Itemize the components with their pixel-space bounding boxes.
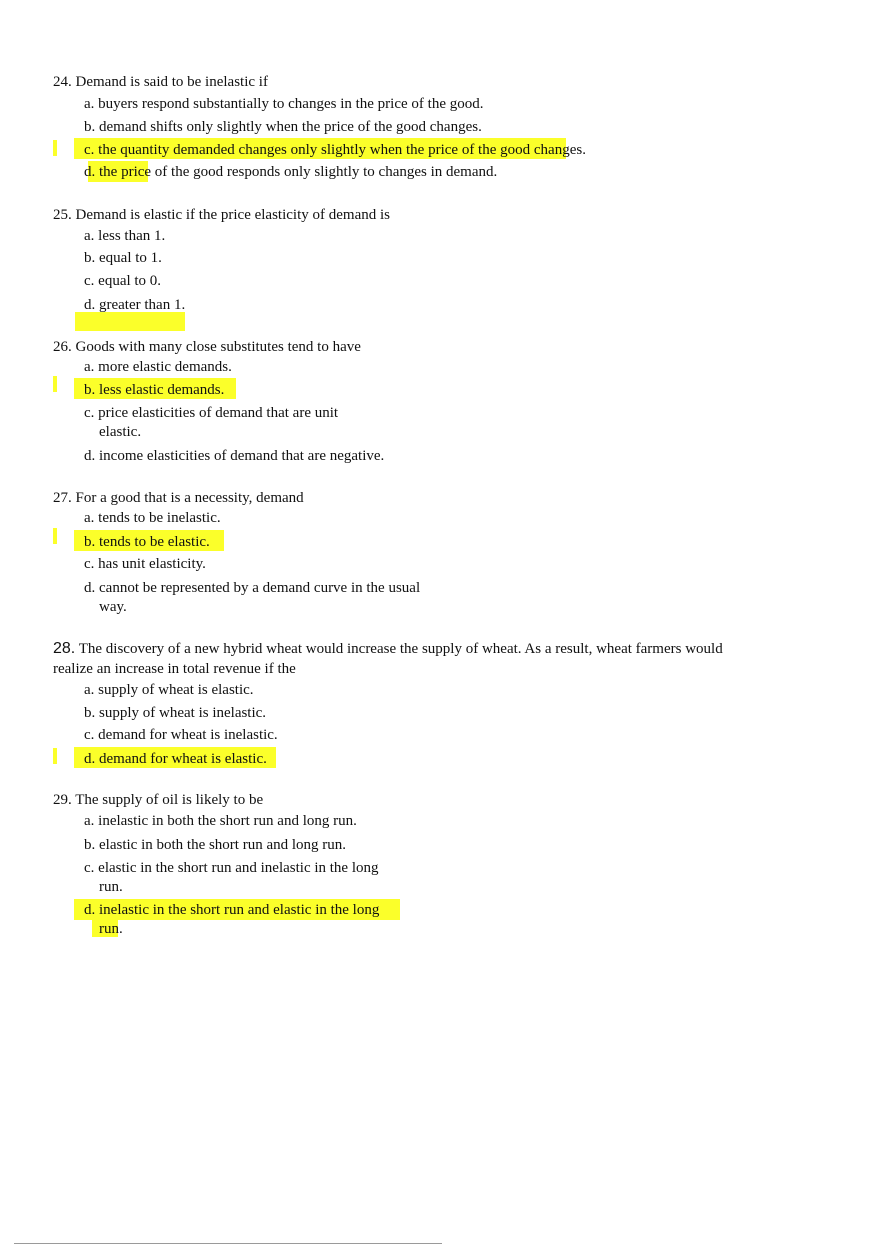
question-24-stem	[53, 73, 268, 91]
q25-option-d: d. greater than 1.	[84, 297, 186, 313]
question-text: For a good that is a necessity, demand	[75, 490, 304, 506]
question-text: The discovery of a new hybrid wheat would increase the supply of wheat. As a result, wheat farmers would	[78, 641, 723, 657]
q26-option-c-line1: c. price elasticities of demand that are unit	[84, 405, 339, 421]
q26-option-d: d. income elasticities of demand that are negative.	[84, 448, 385, 464]
q29-option-d-line2: run.	[99, 921, 123, 937]
q28-option-c: c. demand for wheat is inelastic.	[84, 727, 278, 743]
q29-option-c-line1: c. elastic in the short run and inelastic in the long	[84, 860, 379, 876]
q27-option-a: a. tends to be inelastic.	[84, 510, 221, 526]
q26-option-b: b. less elastic demands.	[84, 382, 225, 398]
q25-option-a: a. less than 1.	[84, 228, 166, 244]
question-25-stem	[53, 206, 390, 224]
annotation-bar-q27	[53, 528, 57, 544]
question-28-stem-line2: realize an increase in total revenue if the	[53, 661, 296, 677]
question-number: 26.	[53, 339, 72, 355]
q24-option-a: a. buyers respond substantially to changes in the price of the good.	[84, 96, 484, 112]
q29-option-a: a. inelastic in both the short run and long run.	[84, 813, 357, 829]
q24-option-c: c. the quantity demanded changes only slightly when the price of the good changes.	[84, 142, 586, 158]
question-number: 24.	[53, 74, 72, 90]
q28-option-b: b. supply of wheat is inelastic.	[84, 705, 267, 721]
annotation-bar-q26	[53, 376, 57, 392]
question-number: 27.	[53, 490, 72, 506]
question-text: The supply of oil is likely to be	[75, 792, 264, 808]
question-27-stem	[53, 489, 304, 507]
annotation-bar-q28	[53, 748, 57, 764]
question-26-stem	[53, 338, 361, 356]
q29-option-c-line2: run.	[99, 879, 123, 895]
question-28-stem-line1	[53, 640, 723, 658]
question-number: 29.	[53, 792, 72, 808]
q28-option-a: a. supply of wheat is elastic.	[84, 682, 254, 698]
q27-option-c: c. has unit elasticity.	[84, 556, 206, 572]
question-number: 25.	[53, 207, 72, 223]
q27-option-d-line1: d. cannot be represented by a demand curve in the usual	[84, 580, 421, 596]
annotation-bar-q24	[53, 140, 57, 156]
question-text: Goods with many close substitutes tend to have	[75, 339, 361, 355]
question-number: 28.	[53, 640, 76, 657]
q25-option-b: b. equal to 1.	[84, 250, 162, 266]
question-text: Demand is said to be inelastic if	[75, 74, 268, 90]
footer-divider	[14, 1243, 442, 1244]
q27-option-b: b. tends to be elastic.	[84, 534, 210, 550]
q25-option-c: c. equal to 0.	[84, 273, 162, 289]
q26-option-a: a. more elastic demands.	[84, 359, 232, 375]
question-29-stem	[53, 791, 263, 809]
q24-option-d: d. the price of the good responds only slightly to changes in demand.	[84, 164, 498, 180]
q28-option-d: d. demand for wheat is elastic.	[84, 751, 267, 767]
q26-option-c-line2: elastic.	[99, 424, 142, 440]
q27-option-d-line2: way.	[99, 599, 127, 615]
q24-option-b: b. demand shifts only slightly when the price of the good changes.	[84, 119, 482, 135]
highlight-q25-d	[75, 312, 185, 331]
question-text: Demand is elastic if the price elasticity of demand is	[75, 207, 390, 223]
q29-option-b: b. elastic in both the short run and long run.	[84, 837, 347, 853]
q29-option-d-line1: d. inelastic in the short run and elastic in the long	[84, 902, 380, 918]
